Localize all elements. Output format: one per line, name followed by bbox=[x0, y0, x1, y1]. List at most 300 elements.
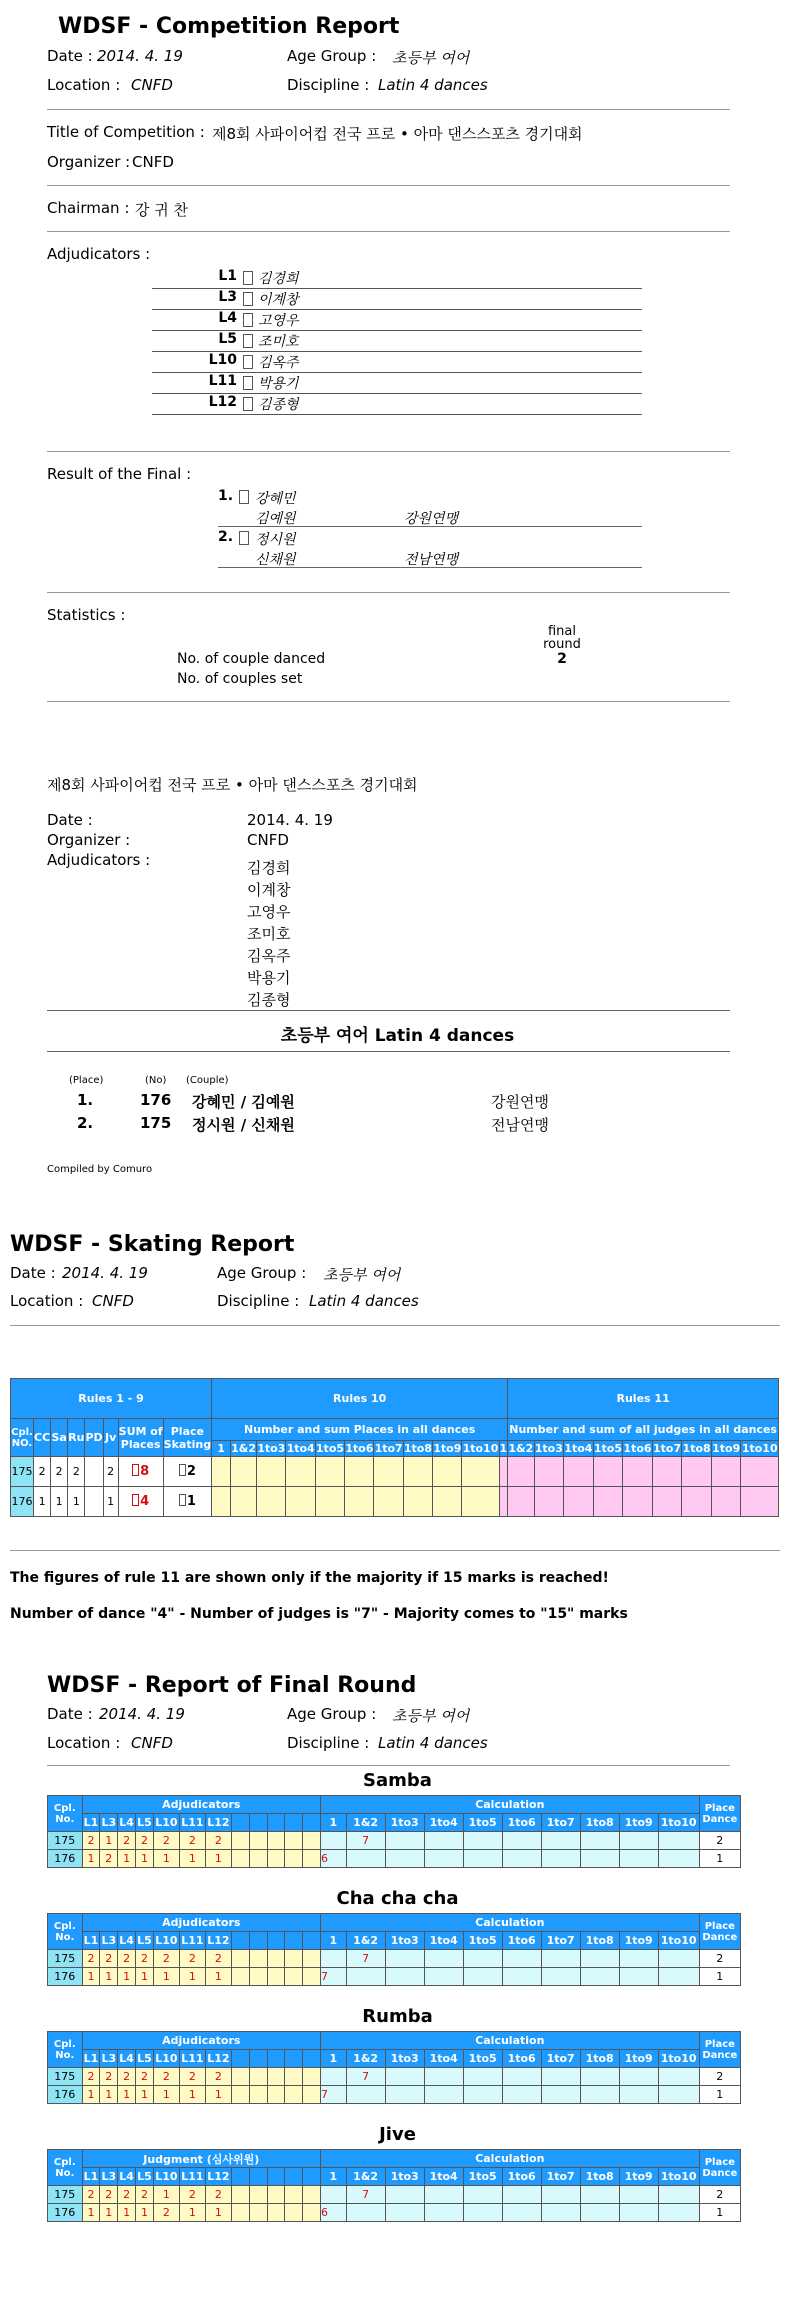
adjudicator-name: 박용기 bbox=[258, 376, 299, 392]
missing-glyph-icon bbox=[179, 1464, 186, 1476]
calc-cell bbox=[321, 1950, 347, 1968]
calc-col: 1to6 bbox=[502, 2050, 541, 2068]
calc-col: 1to5 bbox=[463, 2050, 502, 2068]
adjudicator-name: 김종형 bbox=[258, 397, 299, 413]
skating-age-label: Age Group : bbox=[217, 1264, 307, 1282]
r10-cell bbox=[374, 1487, 403, 1517]
judge-mark: 2 bbox=[100, 2186, 118, 2204]
r11-col: 1to10 bbox=[741, 1442, 778, 1455]
judge-mark: 2 bbox=[82, 1832, 100, 1850]
calc-cell bbox=[658, 1850, 699, 1868]
judge-mark: 2 bbox=[205, 2068, 231, 2086]
calc-cell bbox=[321, 1832, 347, 1850]
judge-col: L4 bbox=[118, 1814, 136, 1832]
calc-cell bbox=[619, 1950, 658, 1968]
r10-cell bbox=[231, 1487, 257, 1517]
judge-mark: 2 bbox=[82, 2068, 100, 2086]
r10-col: 1to4 bbox=[286, 1442, 315, 1455]
judge-col bbox=[303, 1814, 321, 1832]
competition-title-label: Title of Competition : bbox=[47, 123, 205, 141]
judge-mark bbox=[285, 1850, 303, 1868]
calc-cell: 7 bbox=[346, 1950, 385, 1968]
summary-place: 1. bbox=[77, 1091, 94, 1109]
skating-row bbox=[11, 1457, 779, 1487]
judge-mark bbox=[231, 2186, 249, 2204]
competition-title-value: 제8회 사파이어컵 전국 프로 • 아마 댄스스포츠 경기대회 bbox=[212, 125, 583, 143]
judge-mark: 2 bbox=[100, 2068, 118, 2086]
r10-cell bbox=[257, 1487, 286, 1517]
calc-cell bbox=[385, 2086, 424, 2104]
judge-mark bbox=[231, 1950, 249, 1968]
summary-organizer-value: CNFD bbox=[247, 831, 289, 849]
calc-cell bbox=[541, 1968, 580, 1986]
r11-cell bbox=[593, 1487, 623, 1517]
missing-glyph-icon bbox=[243, 376, 253, 390]
judge-mark bbox=[267, 2068, 285, 2086]
place-dance: 2 bbox=[699, 1950, 740, 1968]
calc-cell bbox=[658, 1950, 699, 1968]
missing-glyph-icon bbox=[239, 490, 249, 504]
adjudicator-row bbox=[152, 289, 642, 310]
judge-mark: 1 bbox=[82, 2204, 100, 2222]
adjudicator-name: 김옥주 bbox=[258, 355, 299, 371]
calc-col: 1to7 bbox=[541, 2168, 580, 2186]
r10-cell bbox=[345, 1487, 374, 1517]
judge-mark bbox=[267, 2186, 285, 2204]
divider bbox=[47, 231, 730, 232]
judge-mark: 1 bbox=[118, 1968, 136, 1986]
judge-mark: 2 bbox=[136, 2068, 154, 2086]
fr-discipline-value: Latin 4 dances bbox=[378, 1734, 488, 1752]
judge-col bbox=[231, 1814, 249, 1832]
judge-mark bbox=[267, 2086, 285, 2104]
calc-cell: 6 bbox=[321, 2204, 347, 2222]
location-label: Location : bbox=[47, 76, 121, 94]
r10-col: 1 bbox=[212, 1441, 231, 1457]
adjudicator-row bbox=[152, 352, 642, 373]
judge-col: L5 bbox=[136, 2168, 154, 2186]
judge-col: L12 bbox=[205, 2050, 231, 2068]
judge-mark: 1 bbox=[100, 1968, 118, 1986]
adjudicators-header: Adjudicators bbox=[82, 2032, 320, 2050]
dance-row bbox=[48, 2068, 741, 2086]
judge-mark bbox=[285, 1950, 303, 1968]
r10-cell bbox=[212, 1457, 231, 1487]
calc-cell bbox=[619, 2186, 658, 2204]
calc-cell bbox=[619, 1968, 658, 1986]
r11-col: 1to5 bbox=[593, 1442, 622, 1455]
r11-col: 1to7 bbox=[652, 1442, 682, 1455]
dance-row bbox=[48, 1850, 741, 1868]
judge-mark: 1 bbox=[136, 1850, 154, 1868]
judge-mark: 1 bbox=[205, 2086, 231, 2104]
adjudicator-code: L10 bbox=[208, 352, 237, 368]
missing-glyph-icon bbox=[243, 397, 253, 411]
judge-mark bbox=[231, 2086, 249, 2104]
judge-mark: 2 bbox=[205, 1950, 231, 1968]
adjudicators-header: Adjudicators bbox=[82, 1914, 320, 1932]
fr-age-value: 초등부 여어 bbox=[392, 1707, 470, 1725]
judge-mark: 1 bbox=[136, 2204, 154, 2222]
judge-col bbox=[285, 1932, 303, 1950]
summary-adjudicator: 고영우 bbox=[247, 903, 291, 921]
calc-cell bbox=[541, 2086, 580, 2104]
calc-cell bbox=[385, 2068, 424, 2086]
calc-cell bbox=[321, 2186, 347, 2204]
missing-glyph-icon bbox=[239, 531, 249, 545]
calc-cell: 7 bbox=[321, 1968, 347, 1986]
couples-danced-value: 2 bbox=[557, 651, 567, 667]
calc-col: 1to7 bbox=[541, 2050, 580, 2068]
mark-jv: 1 bbox=[103, 1487, 118, 1517]
calc-cell bbox=[541, 1850, 580, 1868]
r11-cell bbox=[499, 1457, 508, 1487]
calc-col: 1to8 bbox=[580, 1932, 619, 1950]
rules10-sub: Number and sum Places in all dances bbox=[212, 1419, 508, 1441]
calc-cell bbox=[541, 2204, 580, 2222]
judge-mark: 1 bbox=[153, 2186, 179, 2204]
judge-col bbox=[267, 1932, 285, 1950]
mark-ru: 2 bbox=[68, 1457, 85, 1487]
r10-col: 1to10 bbox=[462, 1442, 499, 1455]
calc-col: 1to9 bbox=[619, 2168, 658, 2186]
r11-cell bbox=[711, 1457, 741, 1487]
judge-col bbox=[285, 2050, 303, 2068]
judge-col bbox=[267, 2050, 285, 2068]
result-woman: 신채원 bbox=[255, 552, 296, 568]
col-cpl-no: Cpl. No. bbox=[48, 1796, 83, 1832]
skating-report-title: WDSF - Skating Report bbox=[10, 1232, 295, 1257]
cpl-no: 175 bbox=[48, 1950, 83, 1968]
judge-mark: 1 bbox=[153, 2086, 179, 2104]
calc-col: 1&2 bbox=[346, 1814, 385, 1832]
judge-mark: 1 bbox=[136, 2086, 154, 2104]
calc-cell bbox=[541, 2068, 580, 2086]
judge-mark: 2 bbox=[179, 2186, 205, 2204]
judge-mark: 2 bbox=[118, 2186, 136, 2204]
calc-cell bbox=[580, 2068, 619, 2086]
result-place: 1. bbox=[218, 488, 234, 504]
skating-table bbox=[10, 1378, 779, 1517]
calc-cell bbox=[580, 1832, 619, 1850]
adjudicator-name: 고영우 bbox=[258, 313, 299, 329]
calc-cell bbox=[502, 2186, 541, 2204]
r11-cell bbox=[534, 1457, 564, 1487]
result-club: 전남연맹 bbox=[404, 552, 459, 568]
fr-location-value: CNFD bbox=[131, 1734, 173, 1752]
judge-mark bbox=[267, 2204, 285, 2222]
judge-col bbox=[267, 2168, 285, 2186]
adjudicator-name: 이계창 bbox=[258, 292, 299, 308]
r10-cell bbox=[462, 1487, 499, 1517]
missing-glyph-icon bbox=[179, 1494, 186, 1506]
chairman-label: Chairman : bbox=[47, 199, 130, 217]
divider bbox=[47, 109, 730, 110]
mark-cc: 2 bbox=[34, 1457, 51, 1487]
judge-mark: 2 bbox=[100, 1950, 118, 1968]
calc-col: 1to6 bbox=[502, 1932, 541, 1950]
sum-value: 8 bbox=[140, 1464, 150, 1479]
cpl-no: 176 bbox=[48, 2086, 83, 2104]
skating-note-2: Number of dance "4" - Number of judges is "7" - Majority comes to "15" marks bbox=[10, 1606, 628, 1622]
r11-cell bbox=[711, 1487, 741, 1517]
judge-mark bbox=[249, 1832, 267, 1850]
judge-col: L3 bbox=[100, 2168, 118, 2186]
calc-cell bbox=[385, 1850, 424, 1868]
judge-mark bbox=[267, 1850, 285, 1868]
calc-cell bbox=[463, 2068, 502, 2086]
dance-row bbox=[48, 1968, 741, 1986]
judge-col bbox=[249, 2050, 267, 2068]
chairman-value: 강 귀 찬 bbox=[135, 201, 189, 219]
judge-mark bbox=[249, 2204, 267, 2222]
calc-cell bbox=[385, 1832, 424, 1850]
result-man: 정시원 bbox=[255, 532, 296, 548]
judge-mark: 1 bbox=[100, 1832, 118, 1850]
date-label: Date : bbox=[47, 47, 93, 65]
age-group-value: 초등부 여어 bbox=[392, 49, 470, 67]
judge-mark: 1 bbox=[82, 1850, 100, 1868]
divider bbox=[47, 1010, 730, 1011]
fr-location-label: Location : bbox=[47, 1734, 121, 1752]
compiled-by: Compiled by Comuro bbox=[47, 1164, 153, 1175]
result-man: 강혜민 bbox=[255, 491, 296, 507]
calc-col: 1to10 bbox=[658, 2050, 699, 2068]
summary-no: 176 bbox=[140, 1091, 172, 1109]
judge-mark bbox=[249, 2186, 267, 2204]
judge-mark bbox=[231, 2204, 249, 2222]
judge-col: L4 bbox=[118, 2050, 136, 2068]
dance-table bbox=[47, 1913, 741, 1986]
judge-col: L11 bbox=[179, 2050, 205, 2068]
summary-couple: 강혜민 / 김예원 bbox=[192, 1093, 295, 1111]
calc-cell: 7 bbox=[346, 2186, 385, 2204]
col-ru: Ru bbox=[68, 1419, 85, 1457]
judge-mark bbox=[303, 1950, 321, 1968]
judge-col: L1 bbox=[82, 2168, 100, 2186]
judge-mark bbox=[303, 2068, 321, 2086]
place-dance: 1 bbox=[699, 2204, 740, 2222]
judge-mark bbox=[231, 1968, 249, 1986]
judge-col: L12 bbox=[205, 2168, 231, 2186]
final-round-label: round bbox=[543, 637, 581, 652]
adjudicator-code: L4 bbox=[218, 310, 237, 326]
r11-col: 1 bbox=[499, 1442, 508, 1455]
adjudicator-row bbox=[152, 394, 642, 415]
dance-table bbox=[47, 1795, 741, 1868]
judge-mark bbox=[231, 1832, 249, 1850]
fr-date-label: Date : bbox=[47, 1705, 93, 1723]
calculation-header: Calculation bbox=[321, 2150, 700, 2168]
judge-mark: 1 bbox=[82, 2086, 100, 2104]
col-no-header: (No) bbox=[145, 1075, 167, 1086]
calc-cell bbox=[463, 2186, 502, 2204]
col-sa: Sa bbox=[51, 1419, 68, 1457]
judge-col bbox=[285, 1814, 303, 1832]
col-cpl-no: Cpl. No. bbox=[48, 2150, 83, 2186]
calculation-header: Calculation bbox=[321, 1914, 700, 1932]
calc-cell bbox=[463, 1850, 502, 1868]
r10-col: 1to5 bbox=[315, 1442, 345, 1455]
r11-cell bbox=[682, 1487, 712, 1517]
skating-discipline-value: Latin 4 dances bbox=[309, 1292, 419, 1310]
calc-cell bbox=[463, 1968, 502, 1986]
adjudicator-row bbox=[152, 268, 642, 289]
judge-mark: 1 bbox=[205, 1968, 231, 1986]
judge-mark bbox=[285, 1968, 303, 1986]
judge-col: L3 bbox=[100, 1932, 118, 1950]
calc-cell bbox=[502, 1968, 541, 1986]
skating-age-value: 초등부 여어 bbox=[323, 1266, 401, 1284]
judge-mark: 2 bbox=[205, 2186, 231, 2204]
place-skating bbox=[163, 1457, 211, 1487]
mark-cc: 1 bbox=[34, 1487, 51, 1517]
calc-cell bbox=[463, 2204, 502, 2222]
r10-cell bbox=[403, 1487, 432, 1517]
calc-col: 1to4 bbox=[424, 2168, 463, 2186]
skating-date-value: 2014. 4. 19 bbox=[62, 1264, 148, 1282]
calc-col: 1to3 bbox=[385, 2050, 424, 2068]
place-dance-header: Place Dance bbox=[699, 1796, 740, 1832]
divider bbox=[47, 1765, 730, 1766]
final-round-report-title: WDSF - Report of Final Round bbox=[47, 1673, 417, 1698]
result-club: 강원연맹 bbox=[404, 511, 459, 527]
calc-cell: 6 bbox=[321, 1850, 347, 1868]
dance-row bbox=[48, 2186, 741, 2204]
judge-mark: 1 bbox=[118, 2204, 136, 2222]
r11-cell bbox=[593, 1457, 623, 1487]
missing-glyph-icon bbox=[243, 292, 253, 306]
r11-col: 1&2 bbox=[508, 1442, 534, 1455]
judge-mark: 1 bbox=[153, 1850, 179, 1868]
place-dance: 1 bbox=[699, 1850, 740, 1868]
rules19-header: Rules 1 - 9 bbox=[11, 1379, 212, 1419]
calc-cell bbox=[502, 2068, 541, 2086]
calc-cell bbox=[424, 1950, 463, 1968]
result-label: Result of the Final : bbox=[47, 465, 192, 483]
calc-col: 1 bbox=[321, 1932, 347, 1950]
r11-cell bbox=[623, 1457, 653, 1487]
col-cpl-no: Cpl. No. bbox=[48, 1914, 83, 1950]
judge-mark: 1 bbox=[100, 2086, 118, 2104]
calc-cell bbox=[619, 2068, 658, 2086]
judge-mark bbox=[285, 2086, 303, 2104]
r10-col: 1to3 bbox=[257, 1442, 286, 1455]
calc-cell bbox=[658, 2186, 699, 2204]
r11-col: 1to3 bbox=[534, 1442, 563, 1455]
calc-col: 1 bbox=[321, 1814, 347, 1832]
dance-table bbox=[47, 2149, 741, 2222]
r11-cell bbox=[534, 1487, 564, 1517]
r10-cell bbox=[433, 1487, 462, 1517]
judge-col: L4 bbox=[118, 2168, 136, 2186]
calc-cell bbox=[424, 2186, 463, 2204]
couples-danced-label: No. of couple danced bbox=[177, 651, 326, 667]
result-woman: 김예원 bbox=[255, 511, 296, 527]
calc-cell bbox=[502, 1832, 541, 1850]
judge-mark bbox=[267, 1832, 285, 1850]
judge-mark: 2 bbox=[205, 1832, 231, 1850]
r10-cell bbox=[462, 1457, 499, 1487]
judge-col bbox=[303, 1932, 321, 1950]
summary-date-value: 2014. 4. 19 bbox=[247, 811, 333, 829]
mark-jv: 2 bbox=[103, 1457, 118, 1487]
judge-mark bbox=[303, 2204, 321, 2222]
calc-cell bbox=[346, 1850, 385, 1868]
col-pd: PD bbox=[85, 1419, 103, 1457]
adjudicators-header: Adjudicators bbox=[82, 1796, 320, 1814]
calc-cell bbox=[424, 1832, 463, 1850]
competition-report-title: WDSF - Competition Report bbox=[58, 14, 400, 39]
judge-mark: 2 bbox=[82, 2186, 100, 2204]
calc-cell bbox=[424, 2086, 463, 2104]
calc-cell bbox=[619, 2086, 658, 2104]
judge-mark: 1 bbox=[82, 1968, 100, 1986]
judge-mark bbox=[303, 2086, 321, 2104]
judge-mark: 2 bbox=[100, 1850, 118, 1868]
calc-col: 1to4 bbox=[424, 1932, 463, 1950]
judge-col: L11 bbox=[179, 1814, 205, 1832]
col-cpl-no: Cpl. NO. bbox=[11, 1419, 34, 1457]
judge-mark: 2 bbox=[179, 1950, 205, 1968]
result-underline bbox=[218, 526, 642, 527]
calc-col: 1to6 bbox=[502, 1814, 541, 1832]
calc-col: 1to3 bbox=[385, 2168, 424, 2186]
calc-cell bbox=[424, 1850, 463, 1868]
r11-cell bbox=[741, 1457, 779, 1487]
judge-mark: 2 bbox=[136, 2186, 154, 2204]
r10-cell bbox=[315, 1457, 344, 1487]
judge-mark: 1 bbox=[205, 2204, 231, 2222]
r10-cell bbox=[231, 1457, 257, 1487]
rules11-sub: Number and sum of all judges in all dances bbox=[508, 1419, 779, 1441]
judge-col: L11 bbox=[179, 2168, 205, 2186]
cpl-no: 175 bbox=[48, 1832, 83, 1850]
calc-cell bbox=[658, 1832, 699, 1850]
dance-title: Jive bbox=[379, 2124, 416, 2145]
judge-mark: 2 bbox=[179, 2068, 205, 2086]
couples-set-label: No. of couples set bbox=[177, 671, 303, 687]
calc-cell bbox=[424, 1968, 463, 1986]
calc-cell bbox=[580, 1968, 619, 1986]
missing-glyph-icon bbox=[243, 271, 253, 285]
col-place-skating: Place Skating bbox=[163, 1419, 211, 1457]
r11-cell bbox=[652, 1457, 682, 1487]
r11-cell bbox=[682, 1457, 712, 1487]
place-value: 2 bbox=[186, 1464, 196, 1479]
adjudicator-row bbox=[152, 310, 642, 331]
adjudicator-code: L1 bbox=[218, 268, 237, 284]
calc-cell bbox=[580, 1950, 619, 1968]
judge-col bbox=[267, 1814, 285, 1832]
col-jv: Jv bbox=[103, 1419, 118, 1457]
calc-cell bbox=[658, 1968, 699, 1986]
result-place: 2. bbox=[218, 529, 234, 545]
calc-cell bbox=[346, 2204, 385, 2222]
calc-cell bbox=[385, 1968, 424, 1986]
judge-mark bbox=[285, 2204, 303, 2222]
r11-cell bbox=[741, 1487, 779, 1517]
calc-col: 1to7 bbox=[541, 1932, 580, 1950]
skating-note-1: The figures of rule 11 are shown only if the majority if 15 marks is reached! bbox=[10, 1570, 609, 1586]
judge-col: L12 bbox=[205, 1932, 231, 1950]
dance-title: Cha cha cha bbox=[336, 1888, 459, 1909]
judge-mark bbox=[249, 1968, 267, 1986]
summary-category: 초등부 여어 Latin 4 dances bbox=[280, 1026, 515, 1046]
calc-cell bbox=[541, 1950, 580, 1968]
judge-col bbox=[303, 2050, 321, 2068]
judge-mark bbox=[231, 1850, 249, 1868]
